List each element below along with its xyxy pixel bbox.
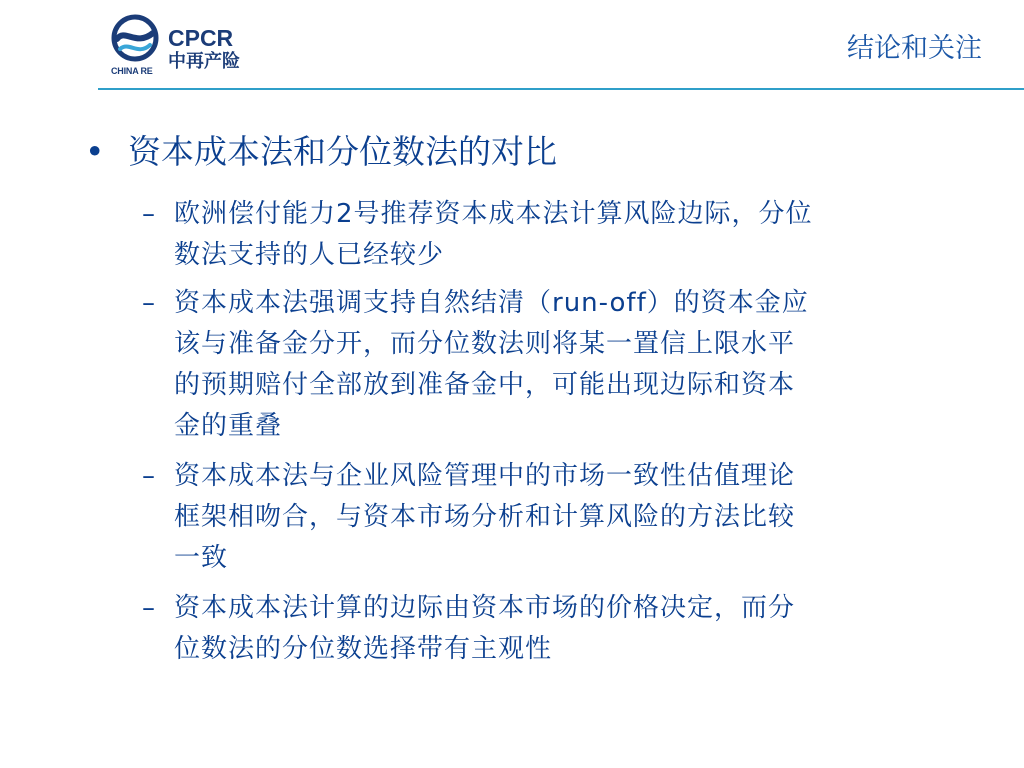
logo-brand-text: CPCR (168, 25, 234, 51)
logo-sub-text: CHINA RE (111, 66, 153, 76)
text-line: 数法支持的人已经较少 (174, 240, 445, 270)
sub-bullet-3 (142, 456, 982, 579)
company-logo (111, 14, 256, 78)
text-line: 金的重叠 (174, 411, 283, 441)
text-line: 框架相吻合，与资本市场分析和计算风险的方法比较 (174, 502, 796, 532)
sub-bullet-2 (142, 283, 982, 447)
logo-chinese-text: 中再产险 (168, 51, 240, 72)
dash-marker: – (142, 461, 156, 491)
bullet-marker: • (85, 132, 105, 171)
sub-bullet-text (174, 588, 982, 670)
text-line: 资本成本法与企业风险管理中的市场一致性估值理论 (174, 461, 796, 491)
sub-bullet-4 (142, 588, 982, 670)
text-line: 位数法的分位数选择带有主观性 (174, 634, 553, 664)
logo-mark-icon (111, 14, 159, 66)
slide-title: 结论和关注 (847, 33, 982, 64)
dash-marker: – (142, 593, 156, 623)
text-line: 的预期赔付全部放到准备金中，可能出现边际和资本 (174, 370, 796, 400)
sub-bullet-text (174, 456, 982, 579)
text-line: 资本成本法强调支持自然结清（run-off）的资本金应 (174, 288, 809, 318)
sub-bullet-text (174, 283, 982, 447)
main-bullet-text: 资本成本法和分位数法的对比 (128, 132, 557, 171)
text-line: 该与准备金分开，而分位数法则将某一置信上限水平 (174, 329, 796, 359)
sub-bullet-1 (142, 194, 982, 276)
dash-marker: – (142, 288, 156, 318)
sub-bullet-text (174, 194, 982, 276)
dash-marker: – (142, 199, 156, 229)
title-divider (98, 88, 1024, 90)
text-line: 欧洲偿付能力2号推荐资本成本法计算风险边际，分位 (174, 199, 813, 229)
text-line: 资本成本法计算的边际由资本市场的价格决定，而分 (174, 593, 796, 623)
text-line: 一致 (174, 543, 229, 573)
